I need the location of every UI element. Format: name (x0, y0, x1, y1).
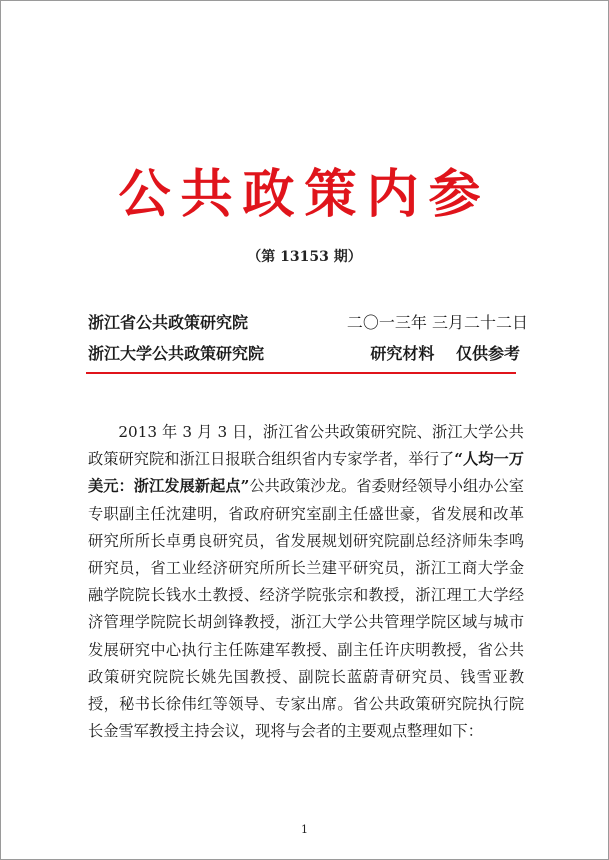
red-divider-rule (86, 372, 516, 374)
body-text-part-2: 公共政策沙龙。省委财经领导小组办公室专职副主任沈建明，省政府研究室副主任盛世豪，省发展和改革研究所所长卓勇良研究员，省发展规划研究院副总经济师朱李鸣研究员，省工业经济研究所所长兰建平研究员，浙江工商大学金融学院院长钱水土教授、经济学院张宗和教授，浙江理工大学经济管理学院院长胡剑锋教授，浙江大学公共管理学院区域与城市发展研究中心执行主任陈建军教授、副主任许庆明教授，省公共政策研究院院长姚先国教授、副院长蓝蔚青研究员、钱雪亚教授，秘书长徐伟红等领导、专家出席。省公共政策研究院执行院长金雪军教授主持会议，现将与会者的主要观点整理如下： (88, 477, 524, 741)
body-text-part-1: 2013 年 3 月 3 日，浙江省公共政策研究院、浙江大学公共政策研究院和浙江日报联合组织省内专家学者，举行了 (88, 423, 524, 469)
org-line-1: 浙江省公共政策研究院 (88, 313, 249, 332)
masthead-title: 公共政策内参 (118, 164, 491, 225)
body-paragraph (88, 419, 524, 745)
issue-date: 二〇一三年 三月二十二日 (346, 313, 528, 332)
body-highlight: “人均一万美元：浙江发展新起点” (88, 450, 524, 496)
issue-number: （第 13153 期） (247, 249, 362, 265)
page-number: 1 (301, 823, 308, 836)
org-line-2: 浙江大学公共政策研究院 (88, 344, 265, 363)
classification-note: 研究材料 仅供参考 (370, 344, 520, 363)
